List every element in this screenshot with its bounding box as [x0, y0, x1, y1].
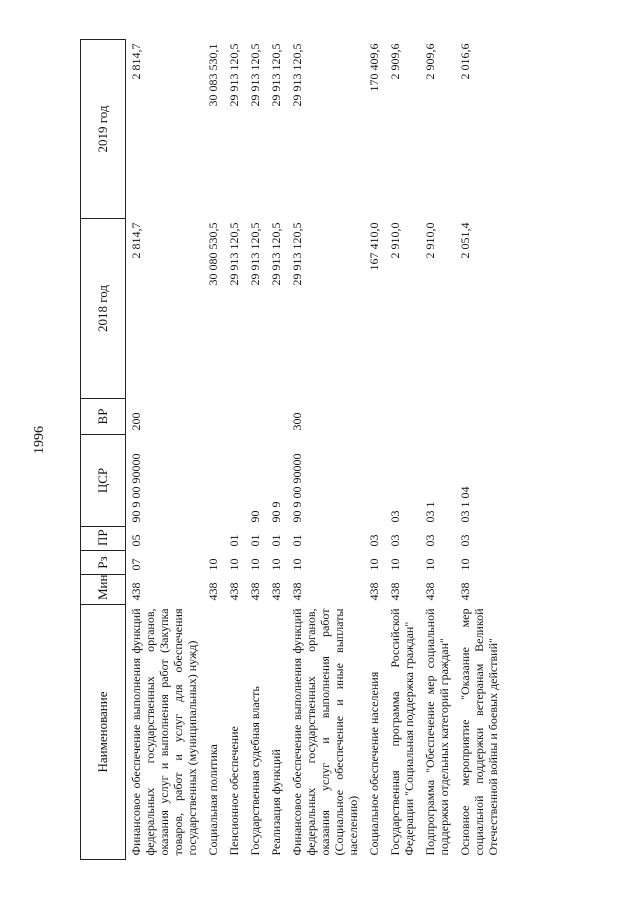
- header-min: Мин: [81, 575, 126, 605]
- table-row: [126, 40, 204, 860]
- row-vr: [266, 399, 287, 435]
- row-vr: [420, 399, 455, 435]
- row-value-2019: 29 913 120,5: [248, 43, 262, 107]
- row-value-2019: 2 909,6: [388, 43, 402, 80]
- row-csr: 90 9 00 90000: [290, 453, 304, 523]
- table-row: [245, 40, 266, 860]
- row-vr: 200: [129, 412, 143, 431]
- row-rz: 10: [290, 558, 304, 571]
- row-value-2018: 29 913 120,5: [269, 222, 283, 286]
- row-value-2018: 2 910,0: [423, 222, 437, 259]
- row-min: 438: [290, 582, 304, 601]
- page-number: 1996: [32, 426, 47, 454]
- row-pr: 01: [248, 534, 262, 547]
- table-row: [266, 40, 287, 860]
- budget-table: [80, 39, 504, 860]
- row-name: Основное мероприятие "Оказание мер социальной поддержки ветеранам Великой Отечественной войны и боевых действий": [458, 608, 500, 856]
- table-row: [385, 40, 420, 860]
- table-row: [287, 40, 364, 860]
- header-csr: ЦСР: [81, 435, 126, 527]
- header-row: [81, 40, 126, 860]
- row-value-2019: 29 913 120,5: [269, 43, 283, 107]
- header-2019: 2019 год: [81, 40, 126, 219]
- row-csr: 03 1 04: [458, 486, 472, 523]
- row-value-2018: 30 080 530,5: [206, 222, 220, 286]
- row-pr: 01: [269, 534, 283, 547]
- row-min: 438: [206, 582, 220, 601]
- table-row: [455, 40, 504, 860]
- row-value-2018: 2 910,0: [388, 222, 402, 259]
- row-rz: 07: [129, 558, 143, 571]
- row-value-2019: 170 409,6: [367, 43, 381, 92]
- row-vr: [385, 399, 420, 435]
- row-min: 438: [458, 582, 472, 601]
- row-name: Реализация функций: [269, 749, 283, 856]
- row-value-2018: 2 814,7: [129, 222, 143, 259]
- row-value-2018: 29 913 120,5: [290, 222, 304, 286]
- row-csr: 90 9: [269, 501, 283, 523]
- row-name: Социальное обеспечение населения: [367, 671, 381, 856]
- row-rz: 10: [248, 558, 262, 571]
- row-csr: 03 1: [423, 501, 437, 523]
- row-vr: [203, 399, 224, 435]
- row-name: Подпрограмма "Обеспечение мер социальной поддержки отдельных категорий граждан": [423, 608, 451, 856]
- row-vr: [224, 399, 245, 435]
- row-rz: 10: [227, 558, 241, 571]
- row-value-2018: 29 913 120,5: [227, 222, 241, 286]
- row-rz: 10: [206, 558, 220, 571]
- row-pr: 03: [458, 534, 472, 547]
- rotated-page-content: [80, 40, 560, 860]
- row-rz: 10: [458, 558, 472, 571]
- row-name: Финансовое обеспечение выполнения функций федеральных государственных органов, оказания услуг и выполнения работ (Закупка товаров, работ и услуг для обеспечения государственных (муниципальных) нужд): [129, 608, 199, 856]
- row-rz: 10: [388, 558, 402, 571]
- row-value-2019: 29 913 120,5: [290, 43, 304, 107]
- row-vr: [455, 399, 504, 435]
- row-min: 438: [367, 582, 381, 601]
- table-row: [224, 40, 245, 860]
- table-header: [81, 40, 126, 860]
- row-min: 438: [248, 582, 262, 601]
- row-csr: 03: [388, 510, 402, 523]
- row-value-2019: 2 909,6: [423, 43, 437, 80]
- row-min: 438: [388, 582, 402, 601]
- header-vr: ВР: [81, 399, 126, 435]
- row-min: 438: [269, 582, 283, 601]
- header-pr: ПР: [81, 527, 126, 551]
- table-row: [364, 40, 385, 860]
- row-min: 438: [129, 582, 143, 601]
- row-value-2019: 29 913 120,5: [227, 43, 241, 107]
- row-csr: [224, 435, 245, 527]
- row-name: Социальная политика: [206, 744, 220, 856]
- row-value-2018: 167 410,0: [367, 222, 381, 271]
- row-value-2019: 2 814,7: [129, 43, 143, 80]
- row-pr: 03: [423, 534, 437, 547]
- row-vr: [364, 399, 385, 435]
- row-pr: 03: [388, 534, 402, 547]
- row-name: Государственная судебная власть: [248, 686, 262, 856]
- row-name: Финансовое обеспечение выполнения функций федеральных государственных органов, оказания услуг и выполнения работ (Социальное обеспечение и иные выплаты населению): [290, 608, 360, 856]
- header-2018: 2018 год: [81, 219, 126, 399]
- row-pr: 01: [227, 534, 241, 547]
- row-pr: [203, 527, 224, 551]
- row-csr: 90: [248, 510, 262, 523]
- header-name: Наименование: [81, 605, 126, 860]
- row-vr: 300: [290, 412, 304, 431]
- row-name: Пенсионное обеспечение: [227, 726, 241, 856]
- row-rz: 10: [423, 558, 437, 571]
- table-body: [126, 40, 505, 860]
- row-pr: 05: [129, 534, 143, 547]
- row-value-2019: 30 083 530,1: [206, 43, 220, 107]
- row-vr: [245, 399, 266, 435]
- row-value-2019: 2 016,6: [458, 43, 472, 80]
- row-min: 438: [423, 582, 437, 601]
- row-csr: [203, 435, 224, 527]
- row-pr: 01: [290, 534, 304, 547]
- row-min: 438: [227, 582, 241, 601]
- header-rz: Рз: [81, 551, 126, 575]
- row-csr: 90 9 00 90000: [129, 453, 143, 523]
- page-number-wrapper: [20, 420, 60, 460]
- row-value-2018: 2 051,4: [458, 222, 472, 259]
- row-name: Государственная программа Российской Федерации "Социальная поддержка граждан": [388, 608, 416, 856]
- row-csr: [364, 435, 385, 527]
- table-row: [203, 40, 224, 860]
- row-rz: 10: [367, 558, 381, 571]
- table-row: [420, 40, 455, 860]
- row-pr: 03: [367, 534, 381, 547]
- row-rz: 10: [269, 558, 283, 571]
- row-value-2018: 29 913 120,5: [248, 222, 262, 286]
